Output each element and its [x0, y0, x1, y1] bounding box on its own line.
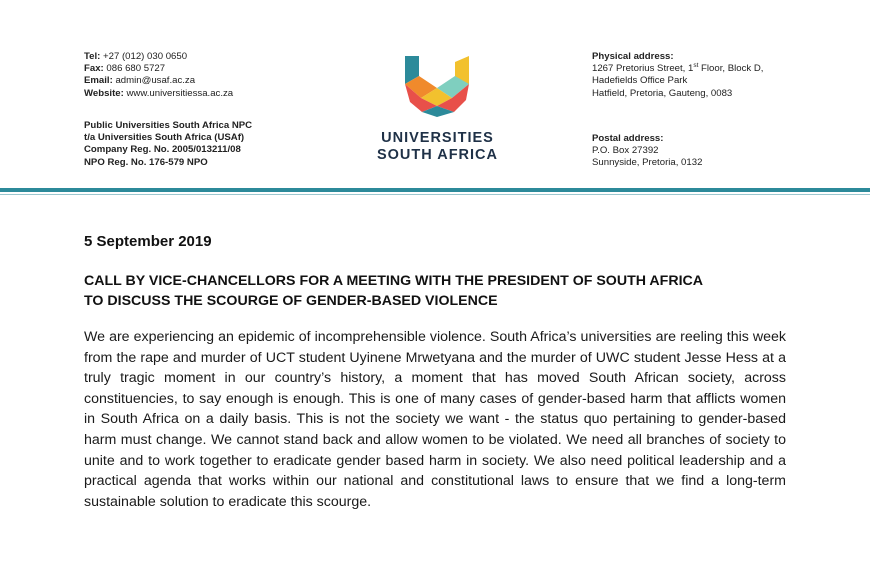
letter-title-line-2: TO DISCUSS THE SCOURGE OF GENDER-BASED VIOLENCE: [84, 293, 498, 309]
tel-value: +27 (012) 030 0650: [103, 51, 188, 62]
postal-address-heading: Postal address:: [592, 133, 664, 144]
physical-address-line-2: Hadefields Office Park: [592, 75, 688, 87]
brand-line-1: UNIVERSITIES: [381, 130, 494, 146]
brand-line-2: SOUTH AFRICA: [376, 147, 498, 163]
postal-address-block: [592, 133, 702, 170]
letter-title: [84, 271, 804, 311]
physical-address-line-1-text: 1267 Pretorius Street, 1: [592, 63, 694, 75]
email-label: Email:: [84, 75, 113, 87]
postal-address-line-1: P.O. Box 27392: [592, 145, 659, 157]
npo-reg-no: NPO Reg. No. 176-579 NPO: [84, 156, 208, 168]
tel-label: Tel:: [84, 51, 101, 62]
website-label: Website:: [84, 87, 124, 99]
company-reg-no: Company Reg. No. 2005/013211/08: [84, 144, 241, 156]
website-link[interactable]: www.universitiessa.ac.za: [126, 87, 234, 99]
ordinal-suffix: st: [693, 62, 699, 70]
fax-value: 086 680 5727: [106, 63, 166, 75]
header-divider-thin: [0, 194, 870, 195]
email-link[interactable]: admin@usaf.ac.za: [115, 75, 196, 87]
physical-address-line-1: [592, 63, 763, 75]
company-name: Public Universities South Africa NPC: [84, 120, 253, 131]
header-divider: [0, 188, 870, 192]
physical-address-line-3: Hatfield, Pretoria, Gauteng, 0083: [592, 87, 733, 99]
postal-address-line-2: Sunnyside, Pretoria, 0132: [592, 157, 703, 169]
physical-address-line-1-rest: Floor, Block D,: [698, 63, 764, 75]
letter-body-paragraph: We are experiencing an epidemic of incomprehensible violence. South Africa’s universities are reeling this week from the rape and murder of UCT student Uyinene Mrwetyana and the murder of UWC student Jesse Hess at a truly tragic moment in our country’s history, a moment that has moved South African society, across constituencies, to say enough is enough. This is one of many cases of gender-based harm that afflicts women in South Africa on a daily basis. This is not the society we want - the status quo pertaining to gender-based harm must change. We cannot stand back and allow women to be violated. We need all branches of society to unite and to work together to eradicate gender based harm in society. We also need political leadership and a practical agenda that works within our national and constitutional laws to ensure that we find a long-term sustainable solution to eradicate this scourge.: [84, 329, 786, 510]
letter-title-line-1: CALL BY VICE-CHANCELLORS FOR A MEETING WITH THE PRESIDENT OF SOUTH AFRICA: [84, 273, 703, 289]
contact-block: [84, 51, 233, 100]
brand-wordmark: [370, 130, 505, 164]
company-trading-name: t/a Universities South Africa (USAf): [84, 132, 245, 144]
physical-address-block: [592, 51, 763, 100]
letter-date: 5 September 2019: [84, 233, 212, 250]
fax-label: Fax:: [84, 63, 104, 75]
usaf-logo-icon: [402, 54, 472, 118]
company-registration-block: [84, 120, 252, 169]
physical-address-heading: Physical address:: [592, 51, 674, 62]
